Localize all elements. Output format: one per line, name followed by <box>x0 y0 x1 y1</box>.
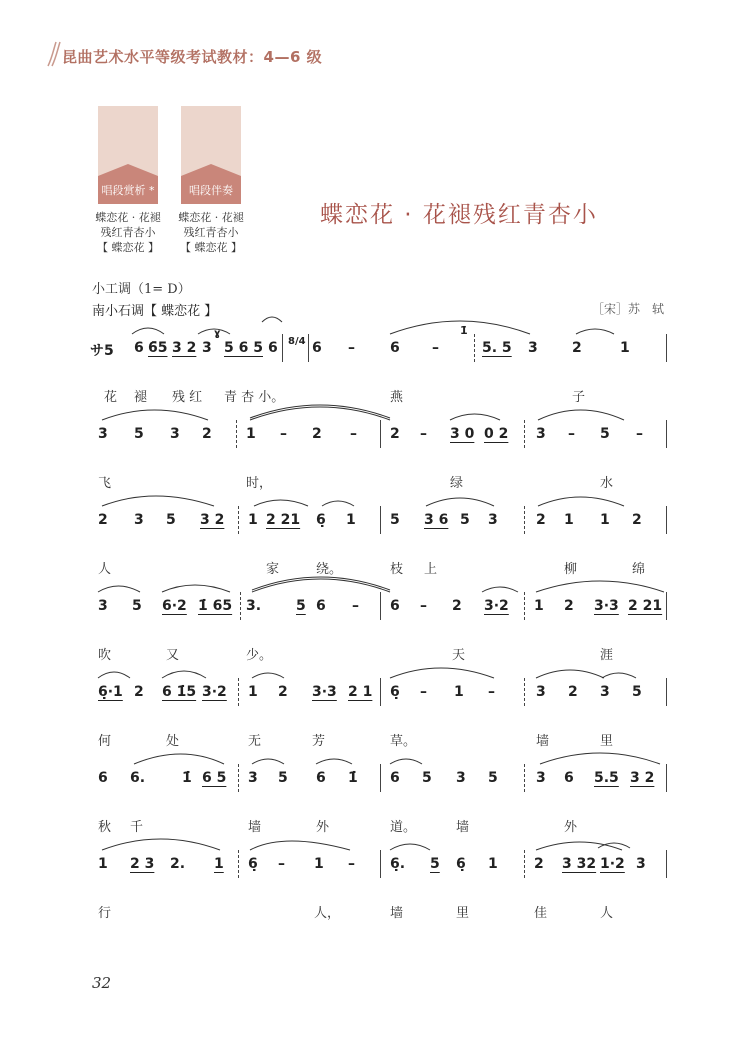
lyric: 残 红 <box>172 390 203 405</box>
lyric: 上 <box>424 562 438 577</box>
barline <box>524 592 525 620</box>
note: 5 <box>134 426 144 442</box>
note: 3 32 <box>562 856 597 872</box>
note: 1 <box>600 512 610 528</box>
tag-caption: 蝶恋花 · 花褪 残红青杏小 【 蝶恋花 】 <box>95 211 161 254</box>
song-title: 蝶恋花 · 花褪残红青杏小 <box>320 202 598 228</box>
lyric: 秋 <box>98 820 112 835</box>
lyric: 外 <box>564 820 578 835</box>
note: 3 <box>536 684 546 700</box>
note: 6 <box>268 340 278 356</box>
note: 1 <box>346 512 356 528</box>
note: 3 <box>636 856 646 872</box>
note: – <box>278 856 285 872</box>
lyric: 处 <box>166 734 180 749</box>
note: 3 <box>98 598 108 614</box>
lyric: 墙 <box>390 906 404 921</box>
note: – <box>636 426 643 442</box>
author: ［宋］苏 轼 <box>592 302 665 316</box>
barline <box>308 334 309 362</box>
barline <box>666 506 667 534</box>
book-header: 昆曲艺术水平等级考试教材：4—6 级 <box>62 48 323 66</box>
note: 5 <box>600 426 610 442</box>
note: 5 <box>430 856 440 872</box>
note: 2 <box>632 512 642 528</box>
barline <box>240 592 241 620</box>
barline <box>238 678 239 706</box>
note: 2 21 <box>266 512 301 528</box>
note: 3 <box>600 684 610 700</box>
note: 3 <box>170 426 180 442</box>
note: 1·2 <box>600 856 625 872</box>
note: 6̣ <box>248 856 258 872</box>
note: 3 <box>456 770 466 786</box>
note: 3 <box>202 340 212 356</box>
lyric: 里 <box>600 734 614 749</box>
note: 5.5 <box>594 770 619 786</box>
note: 3 <box>536 770 546 786</box>
note: 5 6 5 <box>224 340 263 356</box>
note: 1 <box>248 684 258 700</box>
note: 1 <box>246 426 256 442</box>
note: 3·3 <box>312 684 337 700</box>
note: 6 <box>390 340 400 356</box>
tag-appreciation[interactable] <box>98 106 158 204</box>
note: 3 <box>134 512 144 528</box>
breath-mark: ɣ <box>214 328 221 339</box>
note: 6 1̇5 <box>162 684 197 700</box>
lyric: 人 <box>600 906 614 921</box>
note: 1̇ <box>348 770 358 786</box>
note: 6 <box>390 770 400 786</box>
note: 2 <box>134 684 144 700</box>
slur-lines <box>90 394 672 454</box>
lyric: 少。 <box>246 648 273 663</box>
lyric: 燕 <box>390 390 404 405</box>
slur-lines <box>90 480 672 540</box>
barline <box>524 678 525 706</box>
note: – <box>350 426 357 442</box>
note: 1̇ <box>182 770 192 786</box>
note: 1 <box>454 684 464 700</box>
note: 3 6 <box>424 512 449 528</box>
note: 2 <box>564 598 574 614</box>
note: 6̣ <box>316 512 326 528</box>
note: 0 2 <box>484 426 509 442</box>
note: 2 <box>202 426 212 442</box>
lyric: 天 <box>452 648 466 663</box>
note: 6 <box>316 770 326 786</box>
barline <box>282 334 283 362</box>
note: 6 <box>316 598 326 614</box>
note: – <box>432 340 439 356</box>
barline <box>380 592 381 620</box>
tune-name: 南小石调【 蝶恋花 】 <box>92 304 218 319</box>
note: 3. <box>246 598 262 614</box>
note: 3 2 <box>630 770 655 786</box>
note: 3·3 <box>594 598 619 614</box>
tag-label: 唱段伴奏 <box>189 184 233 197</box>
grace-note: 1̇ <box>460 324 468 337</box>
barline <box>666 334 667 362</box>
note: 5 <box>132 598 142 614</box>
lyric: 墙 <box>456 820 470 835</box>
note: 6̣. <box>390 856 406 872</box>
note: 1 <box>248 512 258 528</box>
slur-lines <box>90 738 672 798</box>
note: 6 <box>98 770 108 786</box>
lyric: 绕。 <box>316 562 343 577</box>
lyric: 无 <box>248 734 262 749</box>
note: 6̣ <box>390 684 400 700</box>
barline <box>524 764 525 792</box>
note: 6 5 <box>202 770 227 786</box>
slur-lines <box>90 824 672 884</box>
key-signature: 小工调（1= D） <box>92 282 191 297</box>
lyric: 行 <box>98 906 112 921</box>
barline <box>524 506 525 534</box>
note: 2 1 <box>348 684 373 700</box>
note: 5. 5 <box>482 340 512 356</box>
note: 3·2 <box>202 684 227 700</box>
barline <box>380 764 381 792</box>
note: 6̄5 <box>148 340 168 356</box>
note: 1 <box>488 856 498 872</box>
lyric: 佳 <box>534 906 548 921</box>
note: 1 <box>534 598 544 614</box>
barline <box>666 592 667 620</box>
note: 5 <box>278 770 288 786</box>
barline <box>666 850 667 878</box>
note: 1 <box>564 512 574 528</box>
barline <box>236 420 237 448</box>
note: 3 <box>528 340 538 356</box>
slur-lines <box>90 566 672 626</box>
note: 6̣ <box>456 856 466 872</box>
barline <box>380 678 381 706</box>
time-signature: 8/4 <box>288 336 306 347</box>
note: – <box>488 684 495 700</box>
note: – <box>420 598 427 614</box>
note: 2 3 <box>130 856 155 872</box>
lyric: 墙 <box>248 820 262 835</box>
note: 6·2 <box>162 598 187 614</box>
note: 1̇ 65 <box>198 598 233 614</box>
slur-lines <box>90 308 672 368</box>
lyric: 绵 <box>632 562 646 577</box>
lyric: 时， <box>246 476 273 491</box>
note: 6̣·1 <box>98 684 123 700</box>
note: 3 0 <box>450 426 475 442</box>
lyric: 墙 <box>536 734 550 749</box>
note: 1 <box>314 856 324 872</box>
barline <box>524 850 525 878</box>
barline <box>238 764 239 792</box>
note: – <box>420 426 427 442</box>
note: 3 2 <box>172 340 197 356</box>
lyric: 子 <box>572 390 586 405</box>
lyric: 人 <box>98 562 112 577</box>
note: 1 <box>620 340 630 356</box>
note: – <box>348 340 355 356</box>
note: 6 <box>312 340 322 356</box>
lyric: 花 <box>104 390 118 405</box>
lyric: 飞 <box>98 476 112 491</box>
barline <box>380 506 381 534</box>
note: – <box>352 598 359 614</box>
lyric: 青 杏 小。 <box>224 390 285 405</box>
lyric: 道。 <box>390 820 417 835</box>
note: 2 21 <box>628 598 663 614</box>
note: – <box>568 426 575 442</box>
lyric: 水 <box>600 476 614 491</box>
lyric: 绿 <box>450 476 464 491</box>
note: 3 <box>98 426 108 442</box>
tag-label: 唱段赏析 * <box>101 184 155 197</box>
lyric: 草。 <box>390 734 417 749</box>
lyric: 千 <box>130 820 144 835</box>
lyric: 吹 <box>98 648 112 663</box>
lyric: 里 <box>456 906 470 921</box>
lyric: 外 <box>316 820 330 835</box>
note: 3 2 <box>200 512 225 528</box>
note: 3·2 <box>484 598 509 614</box>
note: サ5 <box>90 343 114 359</box>
barline <box>474 334 475 362</box>
barline <box>666 678 667 706</box>
note: 3 <box>536 426 546 442</box>
note: 1 <box>214 856 224 872</box>
note: 1 <box>98 856 108 872</box>
note: 2 <box>278 684 288 700</box>
note: 6 <box>134 340 144 356</box>
barline <box>666 764 667 792</box>
note: 5 <box>166 512 176 528</box>
note: – <box>348 856 355 872</box>
note: 2 <box>534 856 544 872</box>
barline <box>380 420 381 448</box>
note: 5 <box>390 512 400 528</box>
note: 3 <box>248 770 258 786</box>
barline <box>238 850 239 878</box>
note: 2 <box>390 426 400 442</box>
note: 6. <box>130 770 146 786</box>
note: 6 <box>564 770 574 786</box>
page-number: 32 <box>92 974 112 992</box>
note: – <box>280 426 287 442</box>
note: – <box>420 684 427 700</box>
note: 5 <box>632 684 642 700</box>
note: 2 <box>452 598 462 614</box>
note: 5 <box>422 770 432 786</box>
lyric: 褪 <box>134 390 148 405</box>
note: 5 <box>460 512 470 528</box>
note: 2 <box>312 426 322 442</box>
lyric: 又 <box>166 648 180 663</box>
barline <box>238 506 239 534</box>
lyric: 家 <box>266 562 280 577</box>
note: 2 <box>572 340 582 356</box>
lyric: 何 <box>98 734 112 749</box>
lyric: 枝 <box>390 562 404 577</box>
lyric: 柳 <box>564 562 578 577</box>
barline <box>666 420 667 448</box>
note: 6 <box>390 598 400 614</box>
lyric: 芳 <box>312 734 326 749</box>
barline <box>524 420 525 448</box>
note: 2 <box>568 684 578 700</box>
note: 3 <box>488 512 498 528</box>
note: 5 <box>296 598 306 614</box>
lyric: 人， <box>314 906 341 921</box>
tag-caption: 蝶恋花 · 花褪 残红青杏小 【 蝶恋花 】 <box>178 211 244 254</box>
barline <box>380 850 381 878</box>
note: 2. <box>170 856 186 872</box>
note: 5 <box>488 770 498 786</box>
lyric: 涯 <box>600 648 614 663</box>
tag-accompaniment[interactable] <box>181 106 241 204</box>
slur-lines <box>90 652 672 712</box>
note: 2 <box>536 512 546 528</box>
note: 2 <box>98 512 108 528</box>
